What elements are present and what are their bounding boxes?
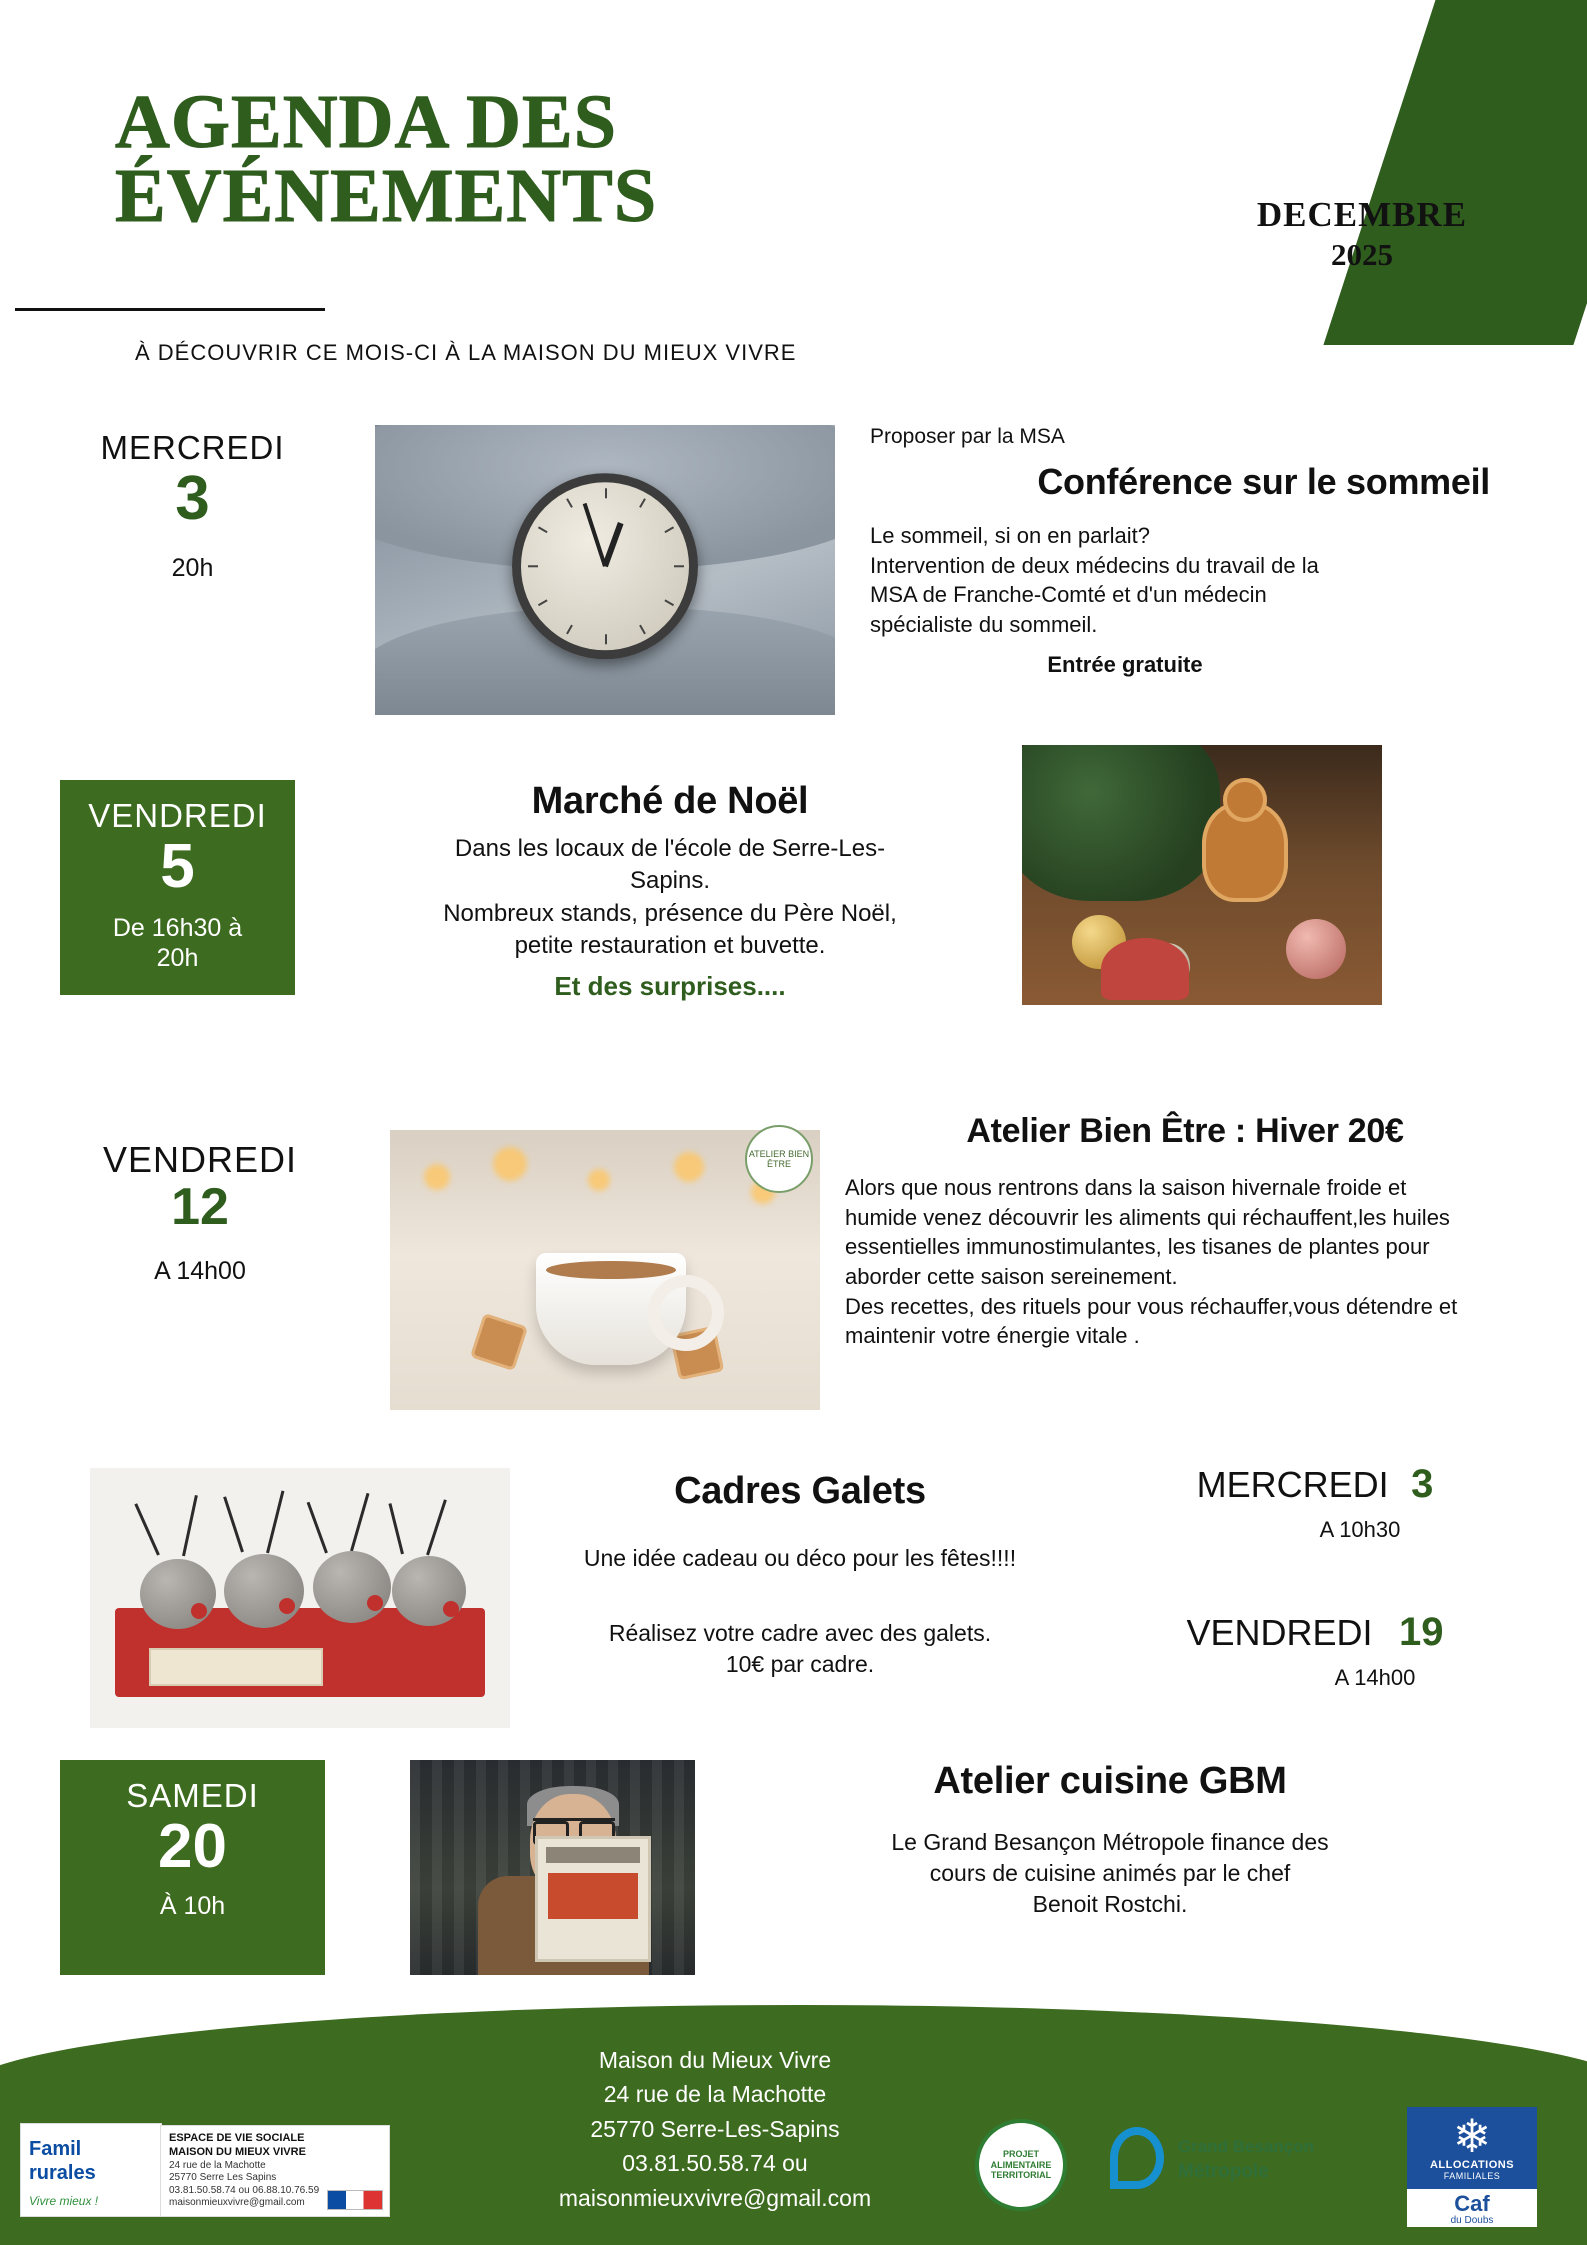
event-5-body (760, 1827, 1460, 1920)
event-2-datebox (60, 780, 295, 995)
event-1-datebox (75, 430, 310, 583)
event-3-body-line1: Alors que nous rentrons dans la saison hivernale froide et (845, 1175, 1407, 1200)
year-label: 2025 (1331, 237, 1393, 272)
event-3-body-line4: aborder cette saison sereinement. (845, 1264, 1178, 1290)
footer-address-line1: Maison du Mieux Vivre (598, 2046, 832, 2073)
event-1-dayofweek: MERCREDI (100, 429, 285, 466)
logo-evs-line2: 25770 Serre Les Sapins (169, 2172, 277, 2183)
event-3-body-line2: humide venez découvrir les aliments qui réchauffent,les huiles (845, 1204, 1450, 1230)
event-2-body (330, 833, 1010, 963)
logo-caf-du-doubs (1407, 2107, 1537, 2227)
event-1-body (870, 521, 1510, 640)
logo-familles-tagline: Vivre mieux ! (29, 2194, 99, 2208)
logo-evs-title1: ESPACE DE VIE SOCIALE (169, 2132, 305, 2144)
logo-espace-vie-sociale (160, 2125, 390, 2217)
event-3-body-line3: essentielles immunostimulantes, les tisanes de plantes pour (845, 1234, 1430, 1260)
event-2-title: Marché de Noël (531, 780, 809, 822)
event-4-date1-time: A 10h30 (1319, 1517, 1401, 1542)
event-5-time: À 10h (159, 1892, 226, 1921)
logo-evs-line1: 24 rue de la Machotte (169, 2159, 266, 2171)
page-title-line2: ÉVÉNEMENTS (115, 154, 658, 239)
logo-caf-line1: ALLOCATIONS (1429, 2159, 1515, 2171)
logo-projet-alimentaire-territorial (975, 2119, 1067, 2211)
logo-gbm-line1: Grand Besançon (1178, 2137, 1315, 2156)
page-title (115, 80, 658, 239)
event-3-text-block (845, 1112, 1525, 1351)
event-4-date1-dayofweek: MERCREDI (1196, 1464, 1389, 1505)
event-1-photo (375, 425, 835, 715)
footer-contact (505, 2043, 925, 2216)
event-1-kicker: Proposer par la MSA (870, 425, 1065, 448)
event-4-date1 (1090, 1462, 1540, 1545)
page-title-line1: AGENDA DES (115, 80, 617, 164)
event-5-dayofweek: SAMEDI (126, 1777, 259, 1814)
event-5-photo (410, 1760, 695, 1975)
event-1-body-line3: MSA de Franche-Comté et d'un médecin (870, 582, 1267, 608)
logo-grand-besancon-metropole (1110, 2121, 1360, 2201)
event-5-body-line3: Benoit Rostchi. (1032, 1891, 1188, 1918)
event-4-body-line3: 10€ par cadre. (725, 1651, 875, 1678)
logo-gbm-line2: Métropole (1178, 2161, 1269, 2182)
month-year (1232, 195, 1492, 273)
event-2-body-line3: Nombreux stands, présence du Père Noël, (443, 899, 897, 927)
event-3-title: Atelier Bien Être : Hiver 20€ (966, 1112, 1404, 1150)
event-2-dayofweek: VENDREDI (88, 797, 267, 834)
event-1-highlight: Entrée gratuite (1047, 651, 1203, 677)
event-3-body-line5: Des recettes, des rituels pour vous réchauffer,vous détendre et (845, 1293, 1458, 1319)
event-5-text-block (760, 1760, 1460, 1920)
subtitle: À DÉCOUVRIR CE MOIS-CI À LA MAISON DU MIEUX VIVRE (135, 340, 797, 365)
event-1-title: Conférence sur le sommeil (1037, 461, 1490, 502)
event-2-body-line1: Dans les locaux de l'école de Serre-Les- (454, 835, 886, 862)
event-5-body-line1: Le Grand Besançon Métropole finance des (891, 1829, 1329, 1855)
event-4-date2 (1090, 1610, 1540, 1693)
header-green-shape (1287, 0, 1587, 345)
event-3-body-line6: maintenir votre énergie vitale . (845, 1323, 1140, 1349)
event-3-badge-label: ATELIER BIEN ÊTRE (748, 1149, 810, 1169)
logo-familles-line1: Famil (29, 2138, 82, 2160)
logo-caf-bar (1407, 2189, 1537, 2227)
logo-pat-label: PROJET ALIMENTAIRE TERRITORIAL (990, 2149, 1052, 2181)
event-2-text-block (330, 780, 1010, 1002)
event-3-datebox (60, 1140, 340, 1286)
title-rule (15, 308, 325, 311)
logo-familles-rurales (20, 2123, 162, 2217)
event-1-time: 20h (171, 554, 214, 583)
event-5-datebox (60, 1760, 325, 1975)
event-2-body-line4: petite restauration et buvette. (514, 932, 826, 960)
event-1-body-line4: spécialiste du sommeil. (870, 612, 1098, 638)
event-2-body-line2: Sapins. (629, 867, 711, 895)
footer-address-line2: 24 rue de la Machotte (603, 2081, 827, 2107)
logo-evs-title2: MAISON DU MIEUX VIVRE (169, 2145, 306, 2158)
event-4-photo (90, 1468, 510, 1728)
event-4-date1-daynumber: 3 (1411, 1462, 1434, 1506)
footer-email[interactable]: maisonmieuxvivre@gmail.com (558, 2184, 872, 2211)
event-1-body-line2: Intervention de deux médecins du travail de la (870, 552, 1319, 578)
event-2-time-line1: De 16h30 à (112, 914, 243, 943)
logo-evs-line3: 03.81.50.58.74 ou 06.88.10.76.59 (169, 2184, 320, 2196)
gbm-mark-icon (1110, 2127, 1164, 2189)
event-2-time-line2: 20h (156, 944, 199, 973)
month-label: DECEMBRE (1256, 195, 1468, 234)
event-4-date2-time: A 14h00 (1334, 1665, 1416, 1690)
footer-address-line3: 25770 Serre-Les-Sapins (590, 2115, 840, 2142)
event-3-time: A 14h00 (154, 1257, 246, 1286)
event-2-photo (1022, 745, 1382, 1005)
event-4-body-line1: Une idée cadeau ou déco pour les fêtes!!!! (583, 1545, 1017, 1571)
event-5-body-line2: cours de cuisine animés par le chef (929, 1860, 1291, 1887)
french-flag-icon (327, 2190, 383, 2210)
logo-caf-line3: Caf (1454, 2191, 1490, 2216)
snowflake-icon: ❄ (1452, 2110, 1492, 2162)
event-5-daynumber: 20 (158, 1812, 227, 1882)
event-4-title: Cadres Galets (674, 1470, 926, 1512)
logo-caf-line2: FAMILIALES (1443, 2171, 1501, 2181)
event-5-title: Atelier cuisine GBM (933, 1760, 1287, 1802)
event-3-daynumber: 12 (171, 1177, 229, 1236)
footer-phone: 03.81.50.58.74 ou (622, 2150, 808, 2176)
logo-caf-line4: du Doubs (1450, 2215, 1494, 2226)
logo-familles-line2: rurales (29, 2162, 96, 2184)
event-4-date2-dayofweek: VENDREDI (1186, 1612, 1373, 1653)
event-1-text-block (870, 425, 1510, 679)
event-3-badge-icon (745, 1125, 813, 1193)
event-4-date2-daynumber: 19 (1398, 1610, 1444, 1654)
event-1-daynumber: 3 (175, 464, 210, 534)
event-3-body (845, 1173, 1525, 1351)
logo-evs-line4: maisonmieuxvivre@gmail.com (169, 2197, 305, 2208)
event-3-dayofweek: VENDREDI (102, 1139, 298, 1180)
event-2-daynumber: 5 (160, 832, 195, 902)
event-1-body-line1: Le sommeil, si on en parlait? (870, 523, 1151, 548)
event-4-body-line2: Réalisez votre cadre avec des galets. (608, 1620, 992, 1647)
event-4-text-block (500, 1470, 1100, 1680)
event-2-highlight: Et des surprises.... (554, 970, 786, 1001)
